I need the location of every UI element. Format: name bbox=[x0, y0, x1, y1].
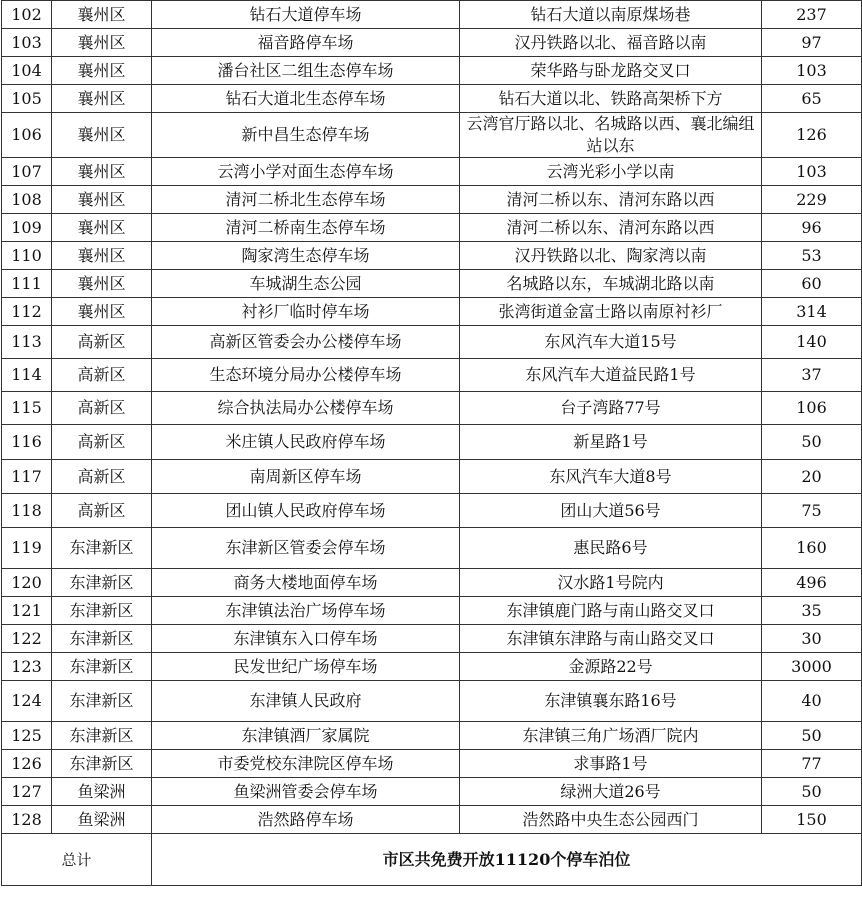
space-count-cell: 50 bbox=[762, 722, 862, 750]
parking-name-cell: 商务大楼地面停车场 bbox=[152, 569, 460, 597]
parking-name-cell: 陶家湾生态停车场 bbox=[152, 242, 460, 270]
district-cell: 襄州区 bbox=[52, 57, 152, 85]
location-cell: 团山大道56号 bbox=[460, 494, 762, 528]
table-row bbox=[2, 85, 862, 113]
district-cell: 鱼梁洲 bbox=[52, 778, 152, 806]
space-count-cell: 53 bbox=[762, 242, 862, 270]
table-row bbox=[2, 113, 862, 158]
space-count-cell: 229 bbox=[762, 186, 862, 214]
parking-name-cell: 云湾小学对面生态停车场 bbox=[152, 158, 460, 186]
space-count-cell: 106 bbox=[762, 392, 862, 425]
space-count-cell: 35 bbox=[762, 597, 862, 625]
parking-name-cell: 米庄镇人民政府停车场 bbox=[152, 425, 460, 460]
space-count-cell: 96 bbox=[762, 214, 862, 242]
parking-name-cell: 市委党校东津院区停车场 bbox=[152, 750, 460, 778]
location-cell: 汉水路1号院内 bbox=[460, 569, 762, 597]
space-count-cell: 97 bbox=[762, 29, 862, 57]
parking-name-cell: 东津镇法治广场停车场 bbox=[152, 597, 460, 625]
parking-name-cell: 东津新区管委会停车场 bbox=[152, 528, 460, 569]
location-cell: 东津镇鹿门路与南山路交叉口 bbox=[460, 597, 762, 625]
table-row bbox=[2, 597, 862, 625]
parking-name-cell: 福音路停车场 bbox=[152, 29, 460, 57]
space-count-cell: 103 bbox=[762, 57, 862, 85]
row-number: 103 bbox=[2, 29, 52, 57]
table-row bbox=[2, 326, 862, 359]
parking-name-cell: 生态环境分局办公楼停车场 bbox=[152, 359, 460, 392]
space-count-cell: 50 bbox=[762, 778, 862, 806]
parking-name-cell: 潘台社区二组生态停车场 bbox=[152, 57, 460, 85]
district-cell: 高新区 bbox=[52, 425, 152, 460]
table-row bbox=[2, 528, 862, 569]
space-count-cell: 3000 bbox=[762, 653, 862, 681]
row-number: 116 bbox=[2, 425, 52, 460]
space-count-cell: 20 bbox=[762, 460, 862, 494]
row-number: 115 bbox=[2, 392, 52, 425]
table-row bbox=[2, 625, 862, 653]
space-count-cell: 237 bbox=[762, 1, 862, 29]
table-row bbox=[2, 57, 862, 85]
district-cell: 襄州区 bbox=[52, 113, 152, 158]
row-number: 128 bbox=[2, 806, 52, 834]
district-cell: 襄州区 bbox=[52, 158, 152, 186]
row-number: 121 bbox=[2, 597, 52, 625]
table-row bbox=[2, 392, 862, 425]
parking-name-cell: 清河二桥北生态停车场 bbox=[152, 186, 460, 214]
row-number: 125 bbox=[2, 722, 52, 750]
space-count-cell: 60 bbox=[762, 270, 862, 298]
location-cell: 云湾光彩小学以南 bbox=[460, 158, 762, 186]
row-number: 114 bbox=[2, 359, 52, 392]
row-number: 118 bbox=[2, 494, 52, 528]
row-number: 105 bbox=[2, 85, 52, 113]
row-number: 126 bbox=[2, 750, 52, 778]
location-cell: 清河二桥以东、清河东路以西 bbox=[460, 214, 762, 242]
table-row bbox=[2, 460, 862, 494]
district-cell: 襄州区 bbox=[52, 29, 152, 57]
parking-name-cell: 团山镇人民政府停车场 bbox=[152, 494, 460, 528]
table-row bbox=[2, 242, 862, 270]
location-cell: 东风汽车大道益民路1号 bbox=[460, 359, 762, 392]
space-count-cell: 160 bbox=[762, 528, 862, 569]
parking-name-cell: 新中昌生态停车场 bbox=[152, 113, 460, 158]
parking-name-cell: 东津镇酒厂家属院 bbox=[152, 722, 460, 750]
location-cell: 金源路22号 bbox=[460, 653, 762, 681]
location-cell: 张湾街道金富士路以南原衬衫厂 bbox=[460, 298, 762, 326]
location-cell: 钻石大道以北、铁路高架桥下方 bbox=[460, 85, 762, 113]
table-row bbox=[2, 425, 862, 460]
space-count-cell: 75 bbox=[762, 494, 862, 528]
location-cell: 东风汽车大道8号 bbox=[460, 460, 762, 494]
table-row bbox=[2, 653, 862, 681]
space-count-cell: 314 bbox=[762, 298, 862, 326]
parking-name-cell: 民发世纪广场停车场 bbox=[152, 653, 460, 681]
row-number: 112 bbox=[2, 298, 52, 326]
space-count-cell: 77 bbox=[762, 750, 862, 778]
location-cell: 东津镇三角广场酒厂院内 bbox=[460, 722, 762, 750]
table-row bbox=[2, 806, 862, 834]
row-number: 127 bbox=[2, 778, 52, 806]
table-row bbox=[2, 29, 862, 57]
location-cell: 荣华路与卧龙路交叉口 bbox=[460, 57, 762, 85]
table-row bbox=[2, 270, 862, 298]
parking-table bbox=[1, 0, 862, 886]
district-cell: 东津新区 bbox=[52, 569, 152, 597]
row-number: 102 bbox=[2, 1, 52, 29]
table-row bbox=[2, 494, 862, 528]
location-cell: 汉丹铁路以北、陶家湾以南 bbox=[460, 242, 762, 270]
row-number: 119 bbox=[2, 528, 52, 569]
district-cell: 东津新区 bbox=[52, 722, 152, 750]
row-number: 122 bbox=[2, 625, 52, 653]
district-cell: 襄州区 bbox=[52, 1, 152, 29]
space-count-cell: 140 bbox=[762, 326, 862, 359]
district-cell: 东津新区 bbox=[52, 597, 152, 625]
row-number: 104 bbox=[2, 57, 52, 85]
parking-name-cell: 钻石大道北生态停车场 bbox=[152, 85, 460, 113]
location-cell: 求事路1号 bbox=[460, 750, 762, 778]
district-cell: 襄州区 bbox=[52, 85, 152, 113]
district-cell: 襄州区 bbox=[52, 214, 152, 242]
parking-name-cell: 综合执法局办公楼停车场 bbox=[152, 392, 460, 425]
district-cell: 高新区 bbox=[52, 359, 152, 392]
parking-name-cell: 钻石大道停车场 bbox=[152, 1, 460, 29]
parking-name-cell: 清河二桥南生态停车场 bbox=[152, 214, 460, 242]
table-row bbox=[2, 569, 862, 597]
space-count-cell: 40 bbox=[762, 681, 862, 722]
row-number: 123 bbox=[2, 653, 52, 681]
space-count-cell: 37 bbox=[762, 359, 862, 392]
row-number: 111 bbox=[2, 270, 52, 298]
parking-name-cell: 浩然路停车场 bbox=[152, 806, 460, 834]
location-cell: 东风汽车大道15号 bbox=[460, 326, 762, 359]
row-number: 110 bbox=[2, 242, 52, 270]
district-cell: 东津新区 bbox=[52, 528, 152, 569]
table-row bbox=[2, 359, 862, 392]
district-cell: 襄州区 bbox=[52, 242, 152, 270]
district-cell: 高新区 bbox=[52, 392, 152, 425]
row-number: 117 bbox=[2, 460, 52, 494]
table-row bbox=[2, 158, 862, 186]
parking-name-cell: 鱼梁洲管委会停车场 bbox=[152, 778, 460, 806]
space-count-cell: 30 bbox=[762, 625, 862, 653]
district-cell: 东津新区 bbox=[52, 681, 152, 722]
table-row bbox=[2, 214, 862, 242]
row-number: 106 bbox=[2, 113, 52, 158]
parking-name-cell: 南周新区停车场 bbox=[152, 460, 460, 494]
parking-name-cell: 车城湖生态公园 bbox=[152, 270, 460, 298]
row-number: 109 bbox=[2, 214, 52, 242]
district-cell: 高新区 bbox=[52, 460, 152, 494]
space-count-cell: 150 bbox=[762, 806, 862, 834]
district-cell: 东津新区 bbox=[52, 750, 152, 778]
parking-name-cell: 衬衫厂临时停车场 bbox=[152, 298, 460, 326]
table-row bbox=[2, 750, 862, 778]
parking-table-body bbox=[2, 1, 862, 834]
parking-name-cell: 东津镇人民政府 bbox=[152, 681, 460, 722]
location-cell: 东津镇东津路与南山路交叉口 bbox=[460, 625, 762, 653]
location-cell: 浩然路中央生态公园西门 bbox=[460, 806, 762, 834]
location-cell: 台子湾路77号 bbox=[460, 392, 762, 425]
table-row bbox=[2, 298, 862, 326]
total-summary: 市区共免费开放11120个停车泊位 bbox=[152, 834, 862, 886]
district-cell: 高新区 bbox=[52, 326, 152, 359]
location-cell: 东津镇襄东路16号 bbox=[460, 681, 762, 722]
row-number: 108 bbox=[2, 186, 52, 214]
table-row bbox=[2, 778, 862, 806]
space-count-cell: 496 bbox=[762, 569, 862, 597]
location-cell: 新星路1号 bbox=[460, 425, 762, 460]
district-cell: 襄州区 bbox=[52, 186, 152, 214]
table-row bbox=[2, 722, 862, 750]
location-cell: 清河二桥以东、清河东路以西 bbox=[460, 186, 762, 214]
location-cell: 钻石大道以南原煤场巷 bbox=[460, 1, 762, 29]
location-cell: 云湾官厅路以北、名城路以西、襄北编组站以东 bbox=[460, 113, 762, 158]
total-row bbox=[2, 834, 862, 886]
district-cell: 襄州区 bbox=[52, 270, 152, 298]
location-cell: 名城路以东，车城湖北路以南 bbox=[460, 270, 762, 298]
row-number: 120 bbox=[2, 569, 52, 597]
district-cell: 鱼梁洲 bbox=[52, 806, 152, 834]
row-number: 124 bbox=[2, 681, 52, 722]
row-number: 113 bbox=[2, 326, 52, 359]
parking-name-cell: 东津镇东入口停车场 bbox=[152, 625, 460, 653]
parking-name-cell: 高新区管委会办公楼停车场 bbox=[152, 326, 460, 359]
table-row bbox=[2, 681, 862, 722]
table-row bbox=[2, 1, 862, 29]
space-count-cell: 50 bbox=[762, 425, 862, 460]
space-count-cell: 126 bbox=[762, 113, 862, 158]
district-cell: 襄州区 bbox=[52, 298, 152, 326]
row-number: 107 bbox=[2, 158, 52, 186]
district-cell: 东津新区 bbox=[52, 625, 152, 653]
location-cell: 惠民路6号 bbox=[460, 528, 762, 569]
district-cell: 高新区 bbox=[52, 494, 152, 528]
space-count-cell: 65 bbox=[762, 85, 862, 113]
space-count-cell: 103 bbox=[762, 158, 862, 186]
total-label: 总计 bbox=[2, 834, 152, 886]
location-cell: 汉丹铁路以北、福音路以南 bbox=[460, 29, 762, 57]
location-cell: 绿洲大道26号 bbox=[460, 778, 762, 806]
table-row bbox=[2, 186, 862, 214]
district-cell: 东津新区 bbox=[52, 653, 152, 681]
